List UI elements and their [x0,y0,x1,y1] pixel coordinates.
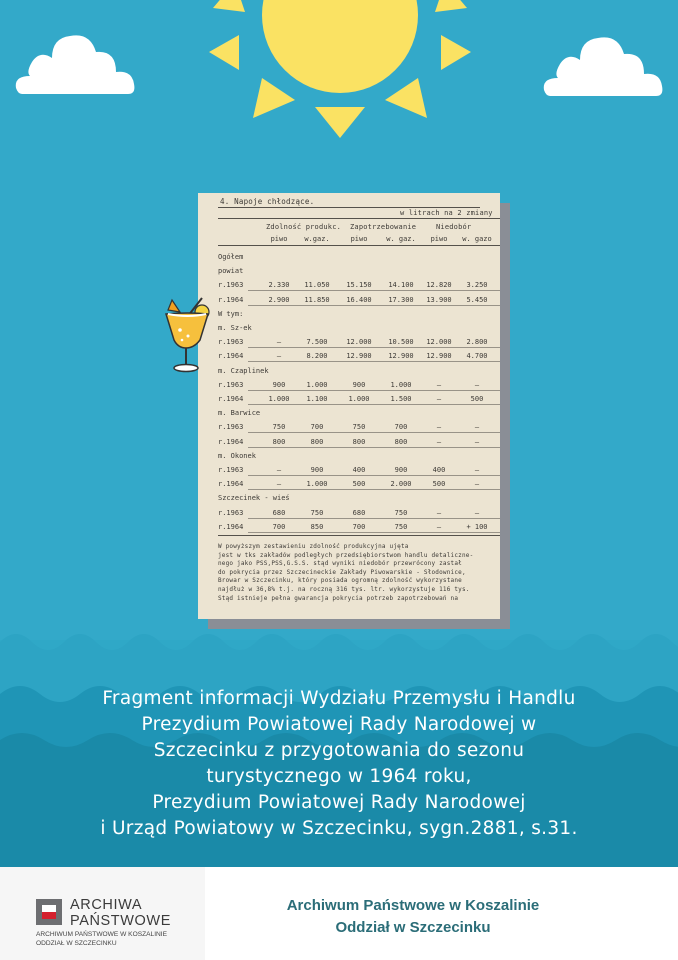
document-row-label: Szczecinek - wieś [218,494,290,503]
document-row-label: r.1963 [218,423,244,432]
document-row-label: powiat [218,267,244,276]
document-rule [248,532,500,533]
document-cell: 1.000 [348,395,370,403]
document-cell: 1.000 [306,480,328,489]
document-cell: – [436,437,442,446]
document-cell: 1.000 [268,395,290,403]
document-cell: 750 [310,508,324,517]
cocktail-icon [158,296,216,376]
document-cell: 4.700 [466,352,488,361]
document-rule [248,447,500,448]
logo-subtitle: ODDZIAŁ W SZCZECINKU [36,940,117,947]
document-paragraph-line: Browar w Szczecinku, który posiada ogromną zdolność wykorzystane [218,577,462,585]
logo-title: ARCHIWA [70,897,143,913]
document-paragraph-line: Stąd istnieje pełna gwarancja pokrycia potrzeb zapotrzebowań na [218,594,459,602]
document-row-label: r.1963 [218,380,244,389]
institution-branch: Oddział w Szczecinku [335,919,491,936]
document-cell: 500 [470,395,484,403]
document-row-label: r.1964 [218,480,244,489]
document-cell: 800 [352,437,366,446]
caption-line: i Urząd Powiatowy w Szczecinku, sygn.2881, s.31. [100,818,578,839]
document-cell: – [474,466,480,474]
document-rule [248,305,500,306]
document-cell: – [276,480,282,489]
document-cell: 12.900 [388,352,414,361]
document-cell: – [276,352,282,361]
document-cell: 17.300 [388,295,414,304]
document-cell: 400 [432,466,446,474]
document-row-label: Ogółem [218,253,244,261]
document-cell: – [436,395,442,403]
document-rule [218,535,500,536]
archive-logo-icon [36,899,62,925]
document-cell: – [436,423,442,432]
document-cell: 15.150 [346,281,372,290]
document-cell: 1.000 [390,380,412,389]
document-paragraph-line: W powyższym zestawieniu zdolność produkcyjna ujęta [218,543,409,550]
document-cell: 800 [310,437,324,446]
document-cell: 700 [310,423,324,432]
document-cell: – [436,380,442,389]
document-cell: 750 [394,522,408,531]
document-cell: 8.200 [306,352,328,361]
document-rule [218,207,480,208]
document-cell: – [474,508,480,517]
document-cell: 7.500 [306,338,328,347]
document-cell: 750 [272,423,286,432]
document-column-header: piwo [270,235,288,243]
document-column-header: w.gaz. [304,235,330,243]
document-row-label: r.1963 [218,338,244,347]
document-cell: 10.500 [388,338,414,347]
document-cell: 12.000 [346,338,372,347]
document-cell: 11.850 [304,295,330,304]
document-cell: 2.900 [268,295,290,304]
document-cell: 500 [352,480,366,489]
document-cell: – [276,338,282,347]
document-cell: 500 [432,480,446,489]
document-column-header: piwo [430,235,448,243]
document-rule [248,404,500,405]
document-cell: – [474,423,480,432]
document-cell: 2.800 [466,338,488,347]
document-column-header: w. gazo [462,235,492,243]
sun-icon [205,0,475,170]
document-rule [248,518,500,519]
document-row-label: r.1964 [218,352,244,361]
document-cell: 900 [394,466,408,474]
document-row-label: r.1964 [218,522,244,531]
document-cell: 16.400 [346,295,372,304]
document-unit-note: w litrach na 2 zmiany [400,209,493,217]
document-group-header: Zapotrzebowanie [350,223,417,231]
document-column-header: piwo [350,235,368,243]
document-row-label: r.1963 [218,466,244,474]
document-row-label: r.1964 [218,437,244,446]
document-rule [218,245,500,246]
document-cell: 14.100 [388,281,414,290]
document-cell: – [474,380,480,389]
document-rule [248,432,500,433]
institution-name: Archiwum Państwowe w Koszalinie [286,897,540,914]
document-rule [248,489,500,490]
document-cell: 12.000 [426,338,452,347]
document-row-label: m. Sz-ek [218,324,252,332]
document-cell: 2.330 [268,281,290,290]
document-cell: 750 [394,508,408,517]
document-cell: 1.000 [306,380,328,389]
document-cell: 12.900 [346,352,372,361]
footer [0,867,678,960]
document-paragraph-line: do pokrycia przez Szczecineckie Zakłady Piwowarskie - Słodownice, [218,568,466,576]
archival-document [198,193,500,619]
document-rule [248,361,500,362]
document-cell: – [276,466,282,474]
document-rule [218,218,500,219]
document-cell: 680 [352,508,366,517]
document-cell: 12.820 [426,281,452,290]
document-cell: 2.000 [390,480,412,489]
document-cell: 5.450 [466,295,488,304]
logo-title: PAŃSTWOWE [70,913,171,929]
caption-line: Prezydium Powiatowej Rady Narodowej [152,792,526,813]
document-column-header: w. gaz. [386,235,416,243]
caption [40,686,638,842]
document-rule [248,475,500,476]
document-cell: – [436,508,442,517]
document-rule [248,390,500,391]
document-cell: 12.900 [426,352,452,361]
document-cell: + 100 [466,522,488,531]
document-row-label: m. Okonek [218,451,256,460]
document-rule [248,290,500,291]
document-cell: 900 [352,380,366,389]
document-paragraph-line: jest w tks zakładów podległych przedsiębiorstwom handlu detaliczne- [218,551,474,559]
document-cell: 800 [394,437,408,446]
document-cell: 750 [352,423,366,432]
document-cell: 850 [310,522,324,531]
document-cell: – [474,480,480,489]
caption-line: Prezydium Powiatowej Rady Narodowej w [141,714,537,735]
caption-line: Fragment informacji Wydziału Przemysłu i Handlu [102,688,576,709]
document-row-label: m. Barwice [218,409,261,418]
document-cell: 900 [310,466,324,474]
document-row-label: r.1963 [218,281,244,290]
document-heading: 4. Napoje chłodzące. [220,197,315,206]
document-cell: – [474,437,480,446]
document-row-label: W tym: [218,309,244,318]
document-cell: 680 [272,508,286,517]
document-row-label: m. Czaplinek [218,366,269,375]
document-rule [248,347,500,348]
document-row-label: r.1963 [218,508,244,517]
document-group-header: Zdolność produkc. [266,223,342,231]
document-cell: 800 [272,437,286,446]
document-cell: 400 [352,466,366,474]
document-cell: 900 [272,380,286,389]
document-cell: 13.900 [426,295,452,304]
caption-line: Szczecinku z przygotowania do sezonu [153,740,525,761]
logo-subtitle: ARCHIWUM PAŃSTWOWE W KOSZALINIE [36,931,168,938]
document-row-label: r.1964 [218,395,244,403]
document-cell: 700 [394,423,408,432]
document-cell: – [436,522,442,531]
cloud-icon [12,28,136,96]
archive-logo [0,867,205,960]
document-row-label: r.1964 [218,295,244,304]
document-cell: 1.100 [306,395,328,403]
document-paragraph-line: nego jako PSS,PSS,G.S.S. stąd wyniki niedobór przewrócony zastał [218,560,462,568]
document-cell: 3.250 [466,281,488,290]
document-cell: 700 [352,522,366,531]
document-paragraph-line: najdłuż w 36,8% t.j. na roczną 316 tys. ltr. wykorzystuje 116 tys. [218,586,470,593]
document-cell: 700 [272,522,286,531]
document-group-header: Niedobór [436,223,472,231]
document-cell: 1.500 [390,395,412,403]
document-cell: 11.050 [304,281,330,290]
caption-line: turystycznego w 1964 roku, [206,766,472,787]
cloud-icon [540,30,664,98]
